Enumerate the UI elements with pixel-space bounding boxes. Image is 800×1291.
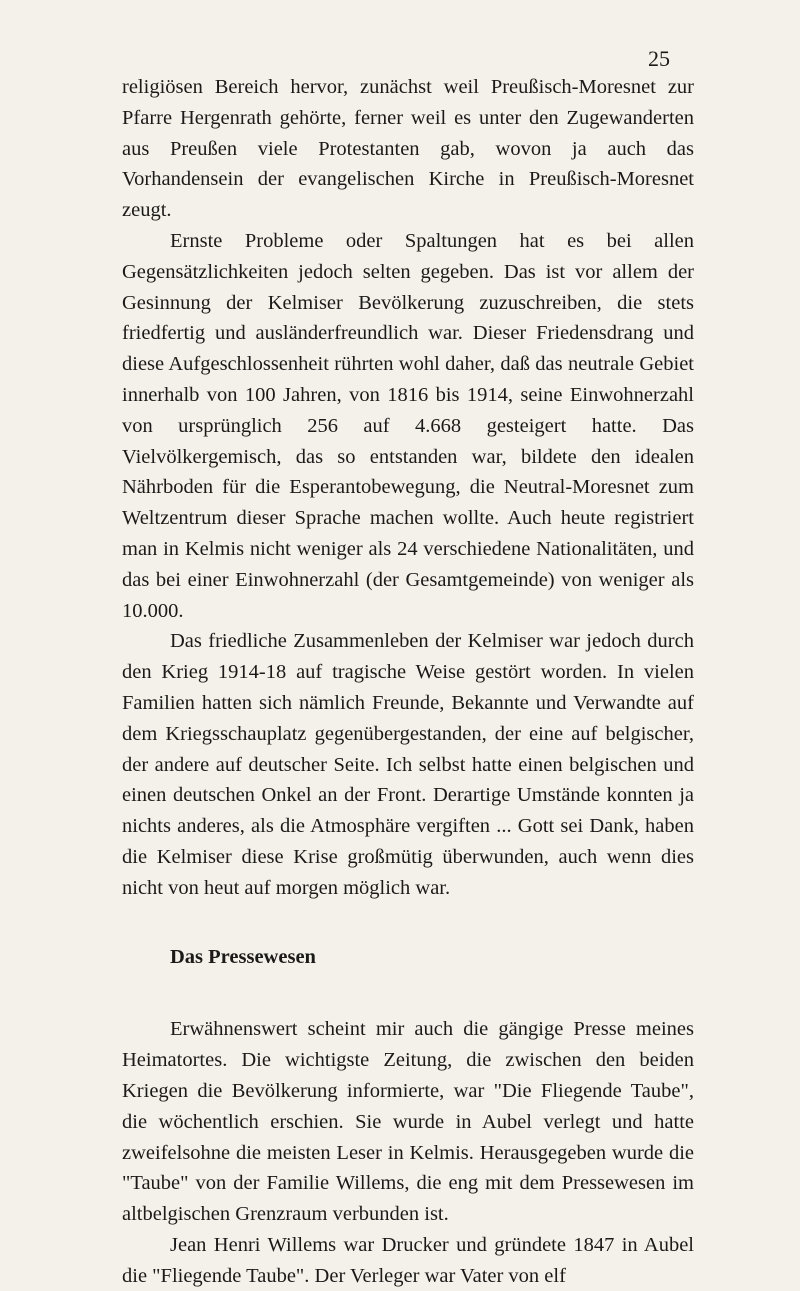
section-heading: Das Pressewesen (170, 945, 316, 968)
body-text (122, 72, 694, 1291)
paragraph-willems: Jean Henri Willems war Drucker und gründete 1847 in Aubel die "Fliegende Taube". Der Verleger war Vater von elf (122, 1233, 694, 1287)
paragraph-problems: Ernste Probleme oder Spaltungen hat es bei allen Gegensätzlichkeiten jedoch selten gegeben. Das ist vor allem der Gesinnung der Kelmiser Bevölkerung zuzuschreiben, die stets friedfertig und ausländerfreundlich war. Dieser Friedensdrang und diese Aufgeschlossenheit rührten wohl daher, daß das neutrale Gebiet innerhalb von 100 Jahren, von 1816 bis 1914, seine Einwohnerzahl von ursprünglich 256 auf 4.668 gesteigert hatte. Das Vielvölkergemisch, das so entstanden war, bildete den idealen Nährboden für die Esperantobewegung, die Neutral-Moresnet zum Weltzentrum dieser Sprache machen wollte. Auch heute registriert man in Kelmis nicht weniger als 24 verschiedene Nationalitäten, und das bei einer Einwohnerzahl (der Gesamtgemeinde) von weniger als 10.000. (122, 229, 694, 622)
page-number: 25 (648, 46, 670, 71)
paragraph-press: Erwähnenswert scheint mir auch die gängige Presse meines Heimatortes. Die wichtigste Zeitung, die zwischen den beiden Kriegen die Bevölkerung informierte, war "Die Fliegende Taube", die wöchentlich erschien. Sie wurde in Aubel verlegt und hatte zweifelsohne die meisten Leser in Kelmis. Herausgegeben wurde die "Taube" von der Familie Willems, die eng mit dem Pressewesen im altbelgischen Grenzraum verbunden ist. (122, 1018, 694, 1226)
paragraph-war: Das friedliche Zusammenleben der Kelmiser war jedoch durch den Krieg 1914-18 auf tragische Weise gestört worden. In vielen Familien hatten sich nämlich Freunde, Bekannte und Verwandte auf dem Kriegsschauplatz gegenübergestanden, der eine auf belgischer, der andere auf deutscher Seite. Ich selbst hatte einen belgischen und einen deutschen Onkel an der Front. Derartige Umstände konnten ja nichts anderes, als die Atmosphäre vergiften ... Gott sei Dank, haben die Kelmiser diese Krise großmütig überwunden, auch wenn dies nicht von heut auf morgen möglich war. (122, 630, 694, 899)
paragraph-continuation: religiösen Bereich hervor, zunächst weil Preußisch-Moresnet zur Pfarre Hergenrath gehörte, ferner weil es unter den Zugewanderten aus Preußen viele Protestanten gab, wovon ja auch das Vorhandensein der evangelischen Kirche in Preußisch-Moresnet zeugt. (122, 76, 694, 222)
